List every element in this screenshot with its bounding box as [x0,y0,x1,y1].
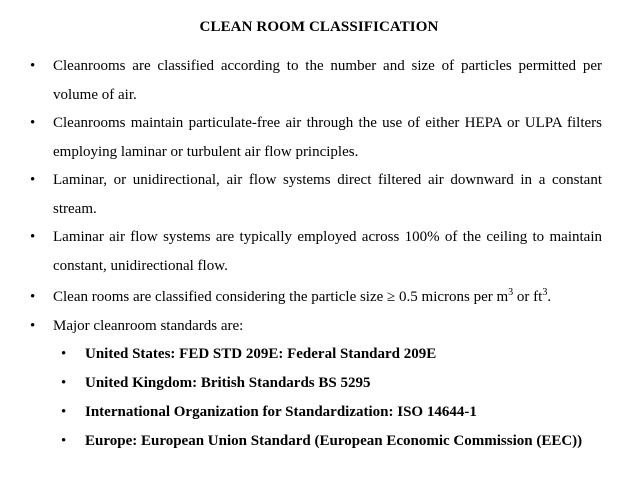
bullet-text [53,289,551,305]
bullet-item-5 [28,283,602,312]
bullet-item-6 [28,312,602,341]
standard-item-4 [61,427,602,456]
bullet-item-3 [28,166,602,223]
bullet-text: Major cleanroom standards are: [53,317,244,334]
bullet-dot-icon: • [30,317,36,334]
standard-text: United Kingdom: British Standards BS 5295 [85,375,371,391]
bullet-text-part: Clean rooms are classified considering the particle size ≥ 0.5 microns per m [53,289,509,305]
standard-text: Europe: European Union Standard (European Economic Commission (EEC)) [85,433,583,449]
bullet-text: Laminar, or unidirectional, air flow systems direct filtered air downward in a constant stream. [53,172,602,217]
standard-item-3 [61,398,602,427]
bullet-dot-icon: • [61,433,67,449]
bullet-dot-icon: • [30,58,36,74]
bullet-dot-icon: • [30,229,36,245]
standards-list [61,340,602,456]
bullet-text: Cleanrooms are classified according to the number and size of particles permitted per volume of air. [53,58,602,103]
page-title: CLEAN ROOM CLASSIFICATION [199,19,439,35]
bullet-list [28,52,602,340]
bullet-text: Cleanrooms maintain particulate-free air through the use of either HEPA or ULPA filters employing laminar or turbulent air flow principles. [53,115,602,160]
bullet-item-4 [28,223,602,280]
superscript: 3 [542,287,548,298]
bullet-dot-icon: • [61,375,67,391]
bullet-item-1 [28,52,602,109]
bullet-text: Laminar air flow systems are typically employed across 100% of the ceiling to maintain constant, unidirectional flow. [53,229,602,274]
bullet-dot-icon: • [30,172,36,188]
bullet-dot-icon: • [61,346,67,362]
standard-text: United States: FED STD 209E: Federal Standard 209E [85,346,437,362]
standard-item-1 [61,340,602,369]
bullet-text-part: or ft [513,289,543,305]
bullet-dot-icon: • [61,404,67,420]
bullet-item-2 [28,109,602,166]
bullet-text-part: . [547,289,552,305]
standard-text: International Organization for Standardization: ISO 14644-1 [85,404,477,420]
bullet-dot-icon: • [30,115,36,131]
standard-item-2 [61,369,602,398]
superscript: 3 [508,287,514,298]
bullet-dot-icon: • [30,289,36,305]
